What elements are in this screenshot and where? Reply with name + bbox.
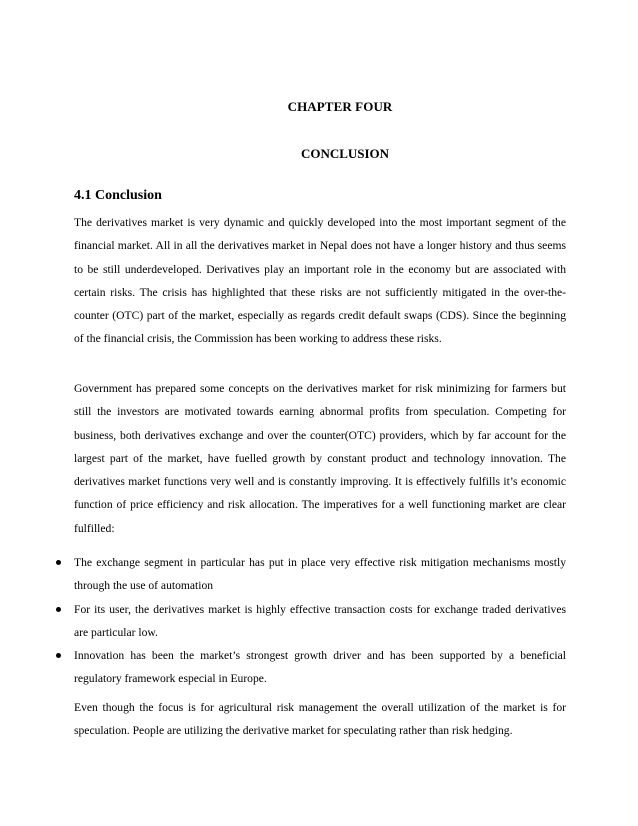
bullet-text: Innovation has been the market’s strongest growth driver and has been supported by a beneficial regulatory framework especial in Europe. [74,649,566,686]
bullet-item [0,551,566,598]
bullet-icon [56,653,61,658]
bullet-item [0,644,566,691]
section-heading: 4.1 Conclusion [74,188,162,203]
paragraph-intro: The derivatives market is very dynamic and quickly developed into the most important segment of the financial market. All in all the derivatives market in Nepal does not have a longer history and thus seems to be still underdeveloped. Derivatives play an important role in the economy but are associated with certain risks. The crisis has highlighted that these risks are not sufficiently mitigated in the over-the-counter (OTC) part of the market, especially as regards credit default swaps (CDS). Since the beginning of the financial crisis, the Commission has been working to address these risks. [74,216,566,346]
paragraph-closing: Even though the focus is for agricultural risk management the overall utilization of the market is for speculation. People are utilizing the derivative market for speculating rather than risk hedging. [74,701,566,738]
bullet-list [0,551,638,691]
chapter-title: CHAPTER FOUR [287,99,393,114]
bullet-icon [56,560,61,565]
bullet-text: For its user, the derivatives market is highly effective transaction costs for exchange traded derivatives are particular low. [74,602,566,639]
bullet-text: The exchange segment in particular has put in place very effective risk mitigation mechanisms mostly through the use of automation [74,556,566,593]
bullet-icon [56,607,61,612]
bullet-item [0,598,566,645]
chapter-subtitle: CONCLUSION [300,146,390,161]
paragraph-government: Government has prepared some concepts on the derivatives market for risk minimizing for farmers but still the investors are motivated towards earning abnormal profits from speculation. Competing for business, both derivatives exchange and over the counter(OTC) providers, which by far account for the largest part of the market, have fuelled growth by constant product and technology innovation. The derivatives market functions very well and is constantly improving. It is effectively fulfills it’s economic function of price efficiency and risk allocation. The imperatives for a well functioning market are clear fulfilled: [74,382,566,535]
